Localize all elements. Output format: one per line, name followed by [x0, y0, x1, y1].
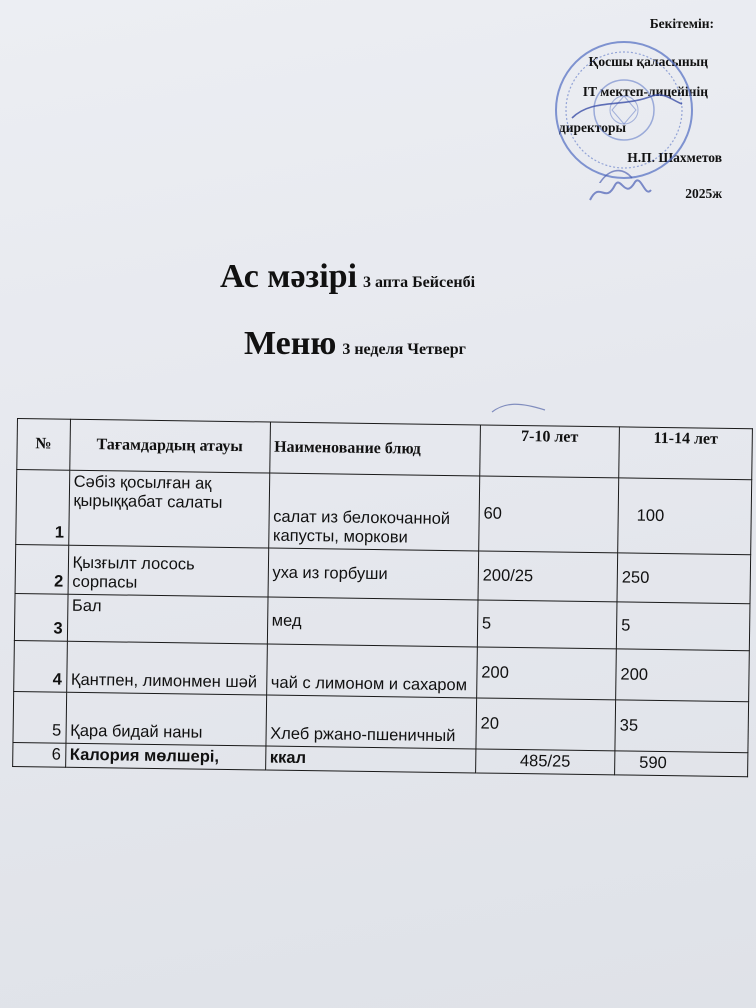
dish-russian: салат из белокочанной капусты, моркови — [268, 473, 479, 551]
title-russian-main: Меню — [244, 325, 337, 362]
portion-7-10: 60 — [479, 476, 619, 553]
portion-7-10: 200 — [476, 647, 616, 700]
dish-kazakh: Қантпен, лимонмен шәй — [66, 641, 267, 695]
header-age-11-14: 11-14 лет — [619, 427, 753, 480]
row-number: 2 — [15, 544, 68, 594]
row-number: 6 — [13, 742, 66, 767]
portion-11-14: 200 — [616, 649, 750, 702]
dish-russian: Хлеб ржано-пшеничный — [265, 695, 476, 749]
pen-scribble — [490, 398, 550, 418]
portion-11-14: 5 — [616, 602, 750, 651]
approval-heading: Бекітемін: — [649, 16, 714, 31]
title-russian — [244, 325, 466, 363]
portion-7-10: 20 — [476, 698, 616, 751]
approval-position: директоры — [558, 120, 626, 135]
dish-kazakh: Сәбіз қосылған ақ қырыққабат салаты — [68, 470, 269, 548]
portion-7-10: 5 — [477, 600, 617, 649]
dish-kazakh: Бал — [67, 594, 268, 644]
menu-table — [12, 418, 753, 777]
row-number: 5 — [13, 691, 66, 743]
approval-name: Н.П. Шахметов — [627, 150, 722, 165]
approval-school: IT мектеп-лицейінің — [582, 84, 708, 99]
table-row — [16, 470, 752, 555]
approval-city: Қосшы қаласының — [588, 54, 708, 69]
portion-11-14: 100 — [618, 478, 752, 555]
row-number: 1 — [16, 470, 70, 546]
dish-kazakh: Қара бидай наны — [66, 692, 267, 746]
dish-russian: уха из горбуши — [268, 548, 479, 600]
calorie-11-14: 590 — [615, 751, 748, 777]
dish-russian: чай с лимоном и сахаром — [266, 644, 477, 698]
header-russian-name: Наименование блюд — [269, 422, 480, 476]
row-number: 4 — [14, 640, 67, 692]
calorie-label-kazakh: Калория мөлшері, — [65, 743, 265, 770]
calorie-unit: ккал — [265, 746, 476, 773]
row-number: 3 — [14, 593, 67, 641]
approval-year: 2025ж — [685, 186, 722, 201]
header-kazakh-name: Тағамдардың атауы — [69, 419, 270, 473]
header-age-7-10: 7-10 лет — [480, 425, 620, 478]
calorie-7-10: 485/25 — [475, 749, 614, 775]
portion-11-14: 250 — [617, 553, 751, 604]
title-russian-sub: 3 неделя Четверг — [342, 341, 466, 358]
header-number: № — [17, 419, 70, 471]
dish-russian: мед — [267, 597, 478, 647]
portion-11-14: 35 — [615, 700, 749, 753]
official-seal — [552, 38, 697, 183]
signature-mark — [585, 170, 655, 210]
dish-kazakh: Қызғылт лосось сорпасы — [68, 545, 269, 597]
portion-7-10: 200/25 — [478, 551, 618, 602]
title-kazakh — [220, 258, 475, 296]
title-kazakh-main: Ас мәзірі — [220, 258, 358, 295]
title-kazakh-sub: 3 апта Бейсенбі — [363, 274, 476, 291]
